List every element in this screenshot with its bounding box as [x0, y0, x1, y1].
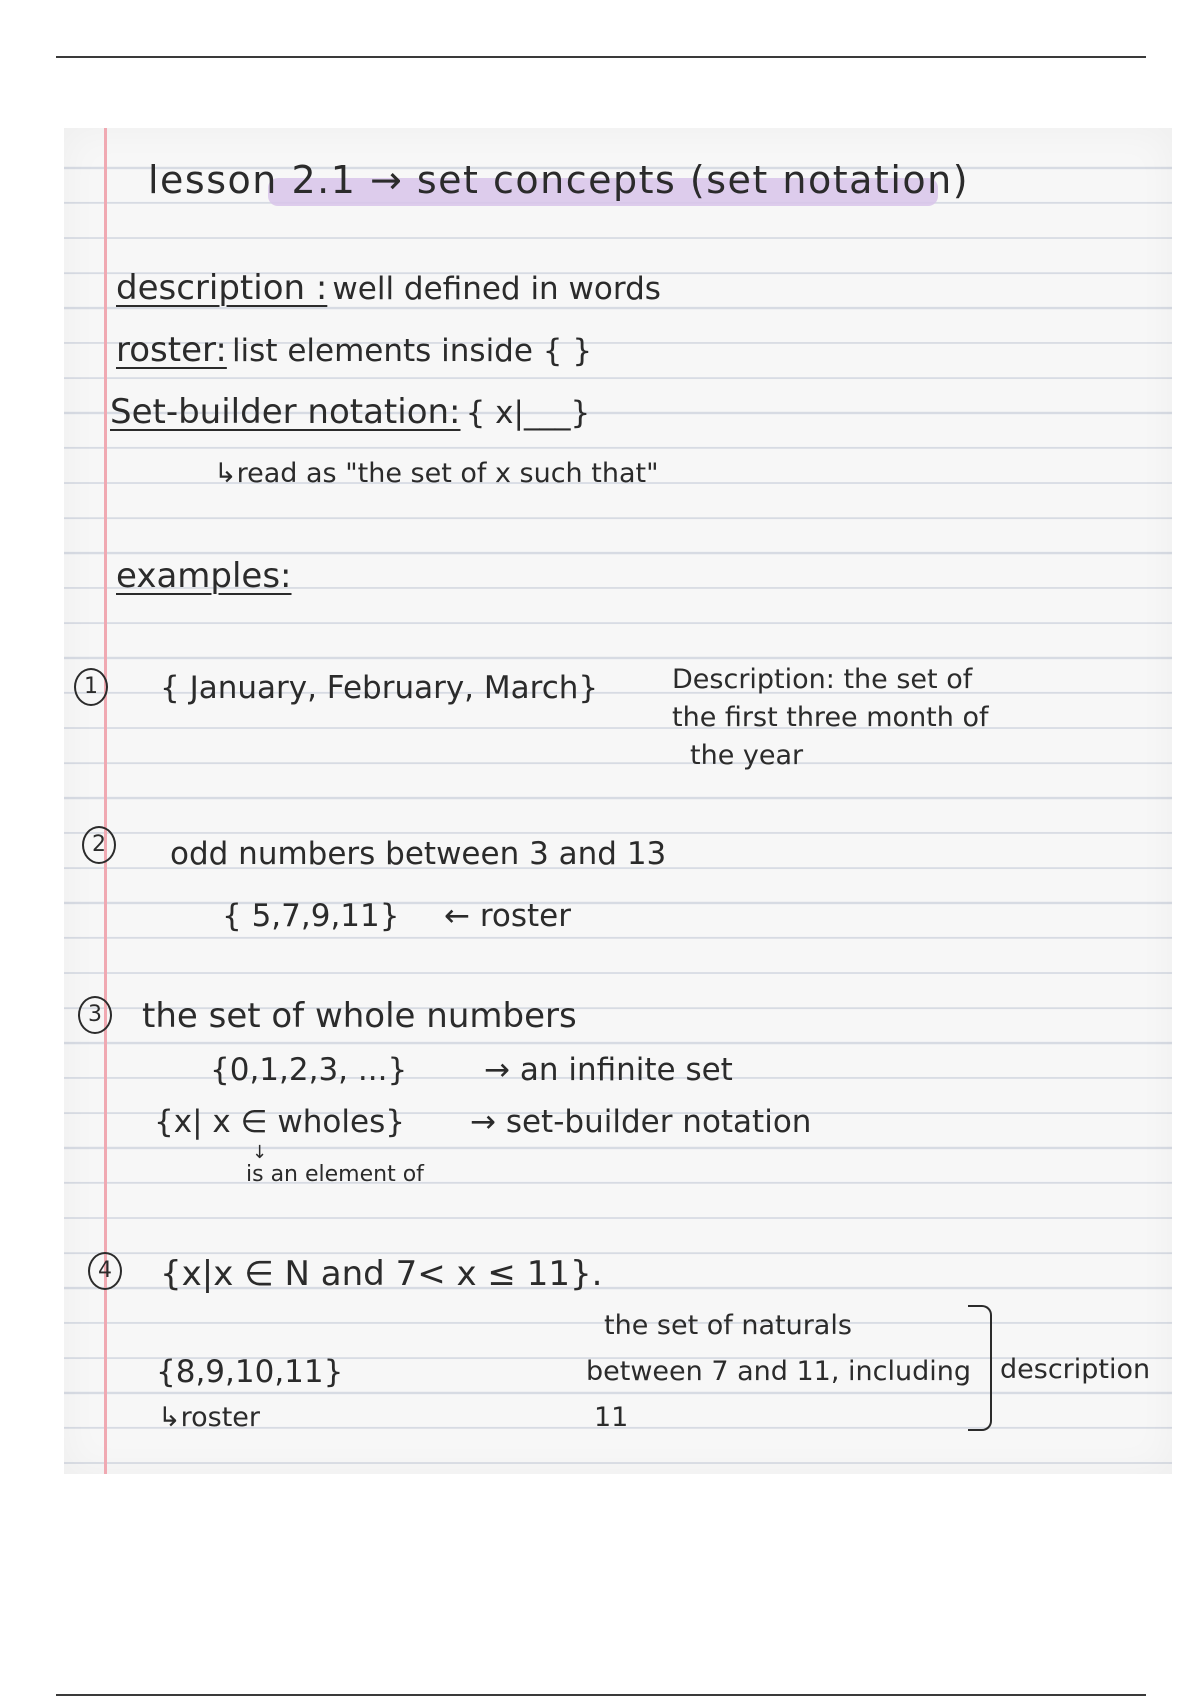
description-bracket — [968, 1305, 992, 1431]
bottom-rule — [56, 1694, 1146, 1696]
example-4-roster-note: ↳roster — [158, 1402, 261, 1433]
top-rule — [56, 56, 1146, 58]
def-description: well defined in words — [332, 271, 661, 307]
example-1-set: { January, February, March} — [160, 670, 599, 706]
example-2-number: 2 — [82, 826, 116, 864]
def-roster: list elements inside { } — [231, 333, 593, 369]
example-3-builder-note: → set-builder notation — [470, 1104, 812, 1140]
examples-heading: examples: — [116, 556, 292, 596]
read-as-note: ↳read as "the set of x such that" — [214, 458, 659, 489]
example-1-number: 1 — [74, 668, 108, 706]
example-4-set: {x|x ∈ N and 7< x ≤ 11}. — [160, 1254, 603, 1294]
definition-description — [116, 268, 661, 308]
example-4-desc-line3: 11 — [594, 1402, 629, 1433]
term-description: description : — [116, 268, 328, 308]
term-roster: roster: — [116, 330, 227, 370]
example-1-desc-line1: Description: the set of — [672, 664, 973, 695]
example-4-number: 4 — [88, 1252, 122, 1290]
example-3-set: {0,1,2,3, ...} — [210, 1052, 408, 1088]
example-3-note: → an infinite set — [484, 1052, 733, 1088]
example-3-number: 3 — [78, 996, 112, 1034]
page-title: lesson 2.1 → set concepts (set notation) — [148, 158, 970, 202]
example-4-desc-line2: between 7 and 11, including — [586, 1356, 971, 1387]
term-set-builder: Set-builder notation: — [110, 392, 461, 432]
example-3-heading: the set of whole numbers — [142, 996, 577, 1036]
example-1-desc-line2: the first three month of — [672, 702, 989, 733]
example-4-desc-line1: the set of naturals — [604, 1310, 852, 1341]
example-2-set: { 5,7,9,11} — [222, 898, 400, 934]
example-2-note: ← roster — [444, 898, 571, 934]
down-arrow-icon: ↓ — [252, 1142, 268, 1163]
definition-set-builder — [110, 392, 590, 432]
example-4-desc-label: description — [1000, 1354, 1151, 1385]
example-4-roster: {8,9,10,11} — [156, 1354, 344, 1390]
example-3-builder: {x| x ∈ wholes} — [154, 1104, 405, 1140]
definition-roster — [116, 330, 592, 370]
example-1-desc-line3: the year — [690, 740, 804, 771]
def-set-builder: { x|___} — [465, 395, 591, 431]
example-3-element-note: is an element of — [246, 1162, 424, 1187]
example-2-heading: odd numbers between 3 and 13 — [170, 836, 667, 872]
